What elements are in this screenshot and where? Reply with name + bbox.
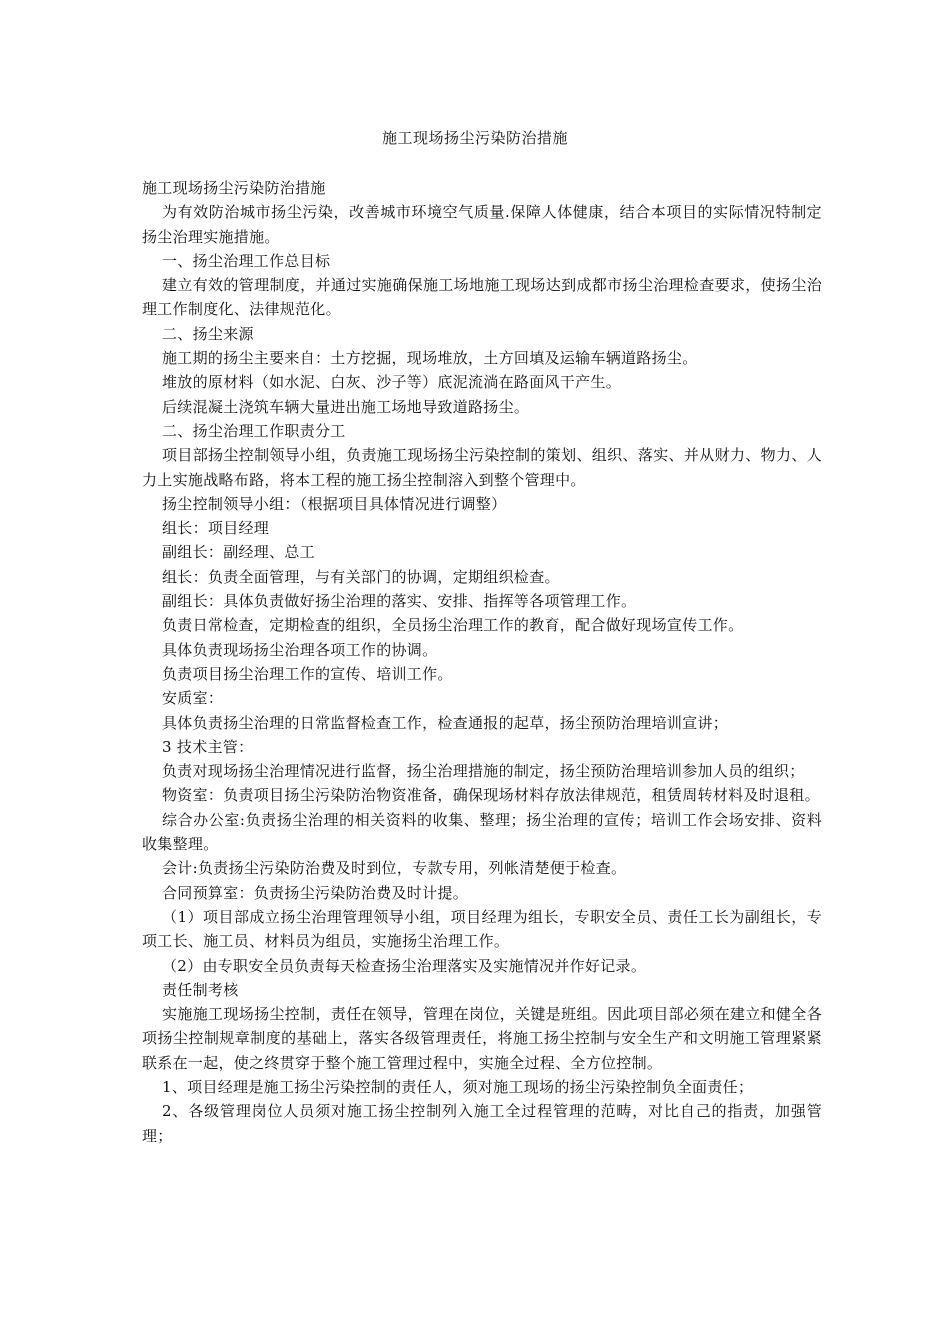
paragraph: 二、扬尘来源 bbox=[162, 324, 254, 343]
paragraph: 扬尘控制领导小组：（根据项目具体情况进行调整） bbox=[162, 494, 507, 513]
paragraph: 负责日常检查，定期检查的组织，全员扬尘治理工作的教育，配合做好现场宣传工作。 bbox=[162, 616, 744, 635]
document-title: 施工现场扬尘污染防治措施 bbox=[381, 129, 568, 147]
paragraph: 项目部扬尘控制领导小组，负责施工现场扬尘污染控制的策划、组织、落实、并从财力、物力、人力上实施战略布路，将本工程的施工扬尘控制溶入到整个管理中。 bbox=[142, 446, 822, 489]
paragraph: 3 技术主管： bbox=[162, 737, 254, 756]
paragraph: 副组长：副经理、总工 bbox=[162, 543, 316, 562]
paragraph: 责任制考核 bbox=[162, 980, 239, 999]
paragraph: 安质室： bbox=[162, 689, 224, 708]
paragraph: 具体负责扬尘治理的日常监督检查工作，检查通报的起草，扬尘预防治理培训宣讲； bbox=[162, 713, 729, 732]
paragraph: 组长：负责全面管理，与有关部门的协调，定期组织检查。 bbox=[162, 567, 560, 586]
paragraph: 1、项目经理是施工扬尘污染控制的责任人，须对施工现场的扬尘污染控制负全面责任； bbox=[162, 1077, 754, 1096]
paragraph: 副组长：具体负责做好扬尘治理的落实、安排、指挥等各项管理工作。 bbox=[162, 592, 637, 611]
paragraph: 会计:负责扬尘污染防治费及时到位，专款专用，列帐清楚便于检查。 bbox=[162, 859, 627, 878]
paragraph: 负责项目扬尘治理工作的宣传、培训工作。 bbox=[162, 664, 453, 683]
paragraph: 2、各级管理岗位人员须对施工扬尘控制列入施工全过程管理的范畴，对比自己的指责，加强管理； bbox=[142, 1102, 822, 1145]
paragraph: 负责对现场扬尘治理情况进行监督，扬尘治理措施的制定，扬尘预防治理培训参加人员的组织； bbox=[162, 762, 805, 781]
paragraph: 一、扬尘治理工作总目标 bbox=[162, 251, 331, 270]
paragraph: 施工期的扬尘主要来自：土方挖掘，现场堆放，土方回填及运输车辆道路扬尘。 bbox=[162, 349, 698, 368]
paragraph: 实施施工现场扬尘控制，责任在领导，管理在岗位，关键是班组。因此项目部必须在建立和健全各项扬尘控制规章制度的基础上，落实各级管理责任，将施工扬尘控制与安全生产和文明施工管理紧紧联系在一起，使之终贯穿于整个施工管理过程中，实施全过程、全方位控制。 bbox=[142, 1005, 822, 1072]
paragraph: 为有效防治城市扬尘污染，改善城市环境空气质量.保障人体健康，结合本项目的实际情况特制定扬尘治理实施措施。 bbox=[142, 203, 822, 246]
paragraph: 具体负责现场扬尘治理各项工作的协调。 bbox=[162, 640, 438, 659]
paragraph: （2）由专职安全员负责每天检查扬尘治理落实及实施情况并作好记录。 bbox=[162, 956, 647, 975]
paragraph: 二、扬尘治理工作职责分工 bbox=[162, 421, 346, 440]
paragraph: （1）项目部成立扬尘治理管理领导小组，项目经理为组长，专职安全员、责任工长为副组长，专项工长、施工员、材料员为组员，实施扬尘治理工作。 bbox=[142, 907, 822, 951]
paragraph: 堆放的原材料（如水泥、白灰、沙子等）底泥流淌在路面风干产生。 bbox=[162, 373, 622, 392]
paragraph: 施工现场扬尘污染防治措施 bbox=[142, 179, 326, 197]
paragraph: 综合办公室:负责扬尘治理的相关资料的收集、整理；扬尘治理的宣传；培训工作会场安排、资料收集整理。 bbox=[142, 810, 822, 854]
paragraph: 组长：项目经理 bbox=[162, 519, 270, 538]
paragraph: 物资室：负责项目扬尘污染防治物资准备，确保现场材料存放法律规范，租赁周转材料及时退租。 bbox=[162, 786, 820, 805]
paragraph: 后续混凝土浇筑车辆大量进出施工场地导致道路扬尘。 bbox=[162, 397, 530, 416]
document-body bbox=[142, 176, 822, 1148]
paragraph: 合同预算室：负责扬尘污染防治费及时计提。 bbox=[162, 883, 469, 902]
paragraph: 建立有效的管理制度，并通过实施确保施工场地施工现场达到成都市扬尘治理检查要求，使扬尘治理工作制度化、法律规范化。 bbox=[142, 276, 822, 319]
